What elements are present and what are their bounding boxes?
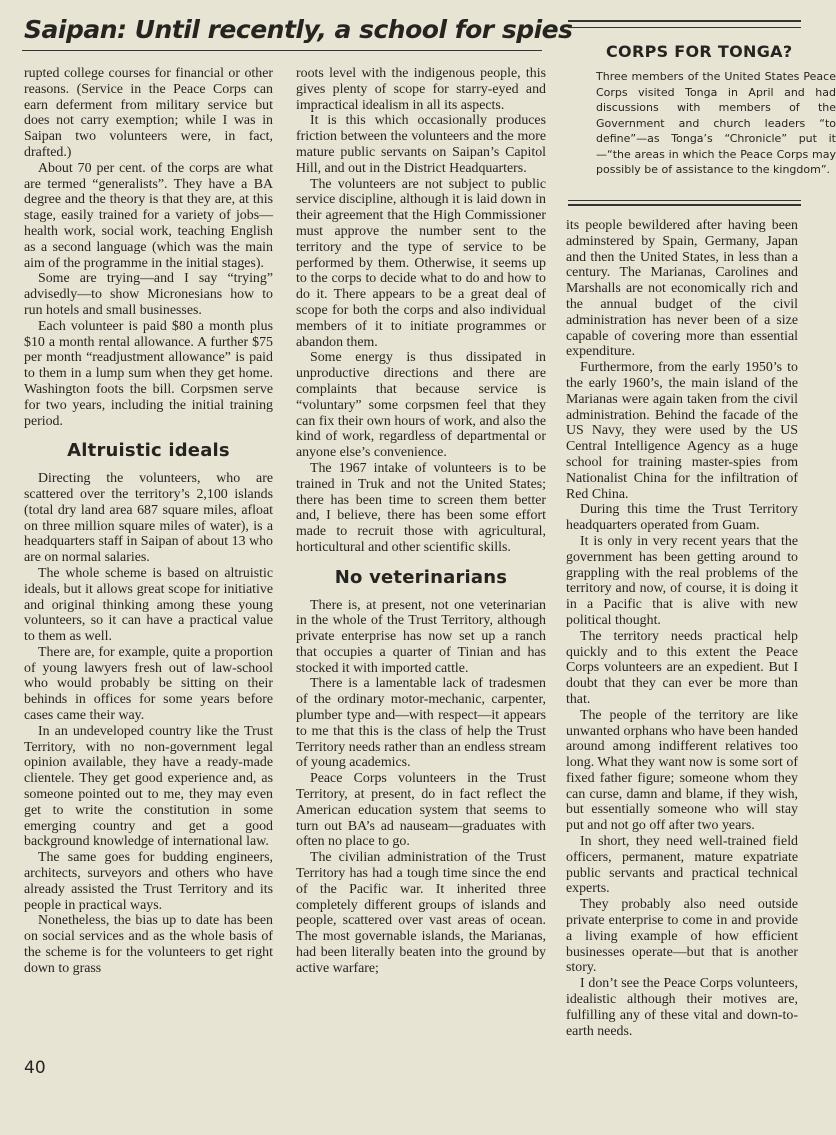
paragraph: Furthermore, from the early 1950’s to the early 1960’s, the main island of the Marianas were again taken from the civil administration. Behind the facade of the US Navy, they were used by the US Central Intelligence Agency as a huge school for training master-spies from Nationalist China for the infiltration of Red China. xyxy=(566,360,798,502)
paragraph: There is, at present, not one veterinarian in the whole of the Trust Territory, although private enterprise has now set up a ranch that occupies a quarter of Tinian and has stocked it with imported cattle. xyxy=(296,597,546,676)
sidebar-rule xyxy=(568,200,801,201)
paragraph: Some energy is thus dissipated in unproductive directions and there are complaints that because service is “voluntary” some corpsmen feel that they can fix their own hours of work, and also the kind of work, regardless of departmental or anyone else’s convenience. xyxy=(296,350,546,461)
paragraph: Some are trying—and I say “trying” advisedly—to show Micronesians how to run hotels and small businesses. xyxy=(24,271,273,318)
column-middle-intro xyxy=(296,66,546,556)
paragraph: Peace Corps volunteers in the Trust Territory, at present, do in fact reflect the American education system that seems to turn out BA’s ad nauseam—graduates with often no place to go. xyxy=(296,771,546,850)
paragraph: The volunteers are not subject to public service discipline, although it is laid down in their agreement that the High Commissioner must approve the number sent to the territory and the type of service to be performed by them. Otherwise, it seems up to the corps to decide what to do and how to do it. There appears to be a great deal of scope for both the corps and also individual members of it to initiate programmes or abandon them. xyxy=(296,176,546,350)
paragraph: The people of the territory are like unwanted orphans who have been handed around among indifferent relatives too long. What they want now is some sort of fixed father figure; someone whom they can curse, damn and blame, if they wish, but essentially someone who will stay put and not go off after two years. xyxy=(566,707,798,834)
paragraph: roots level with the indigenous people, this gives plenty of scope for starry-eyed and impractical idealism in all its aspects. xyxy=(296,66,546,113)
subheading-no-veterinarians: No veterinarians xyxy=(334,566,508,588)
paragraph: They probably also need outside private enterprise to come in and provide a living example of how efficient businesses operate—but that is another story. xyxy=(566,897,798,976)
paragraph: There are, for example, quite a proportion of young lawyers fresh out of law-school who would probably be sitting on their behinds in offices for some years before cases came their way. xyxy=(24,644,273,724)
column-middle-body xyxy=(296,598,546,977)
paragraph: The 1967 intake of volunteers is to be trained in Truk and not the United States; there has been time to screen them better and, I believe, there has been some effort made to recruit those with agricultural, horticultural and other scientific skills. xyxy=(296,460,546,555)
paragraph: The territory needs practical help quickly and to this extent the Peace Corps volunteers are an expedient. But I doubt that they can ever be more than that. xyxy=(566,628,798,707)
sidebar-title: CORPS FOR TONGA? xyxy=(606,42,793,61)
column-middle xyxy=(296,66,546,977)
article-headline: Saipan: Until recently, a school for spies xyxy=(24,15,573,44)
paragraph: Directing the volunteers, who are scattered over the territory’s 2,100 islands (total dry land area 687 square miles, afloat on three million square miles of water), is a headquarters staff in Saipan of about 13 who are on normal salaries. xyxy=(24,471,273,566)
paragraph: Each volunteer is paid $80 a month plus $10 a month rental allowance. A further $75 per month “readjustment allowance” is paid to them in a lump sum when they get home. Washington foots the bill. Corpsmen serve for two years, including the initial training period. xyxy=(24,318,273,429)
paragraph: In short, they need well-trained field officers, permanent, mature expatriate public servants and practical technical experts. xyxy=(566,834,798,897)
paragraph: rupted college courses for financial or other reasons. (Service in the Peace Corps can earn deferment from military service but does not carry exemption; while I was in Saipan two volunteers were, in fact, drafted.) xyxy=(24,66,273,160)
paragraph: The whole scheme is based on altruistic ideals, but it allows great scope for initiative and original thinking among these young volunteers, so it can have a practical value to them as well. xyxy=(24,565,273,645)
paragraph: It is this which occasionally produces friction between the volunteers and the more mature public servants on Saipan’s Capitol Hill, and out in the District Headquarters. xyxy=(296,113,546,176)
paragraph: Nonetheless, the bias up to date has been on social services and as the whole basis of the scheme is for the volunteers to get right down to grass xyxy=(24,913,273,976)
page-number: 40 xyxy=(24,1058,46,1078)
paragraph: The same goes for budding engineers, architects, surveyors and others who have already assisted the Trust Territory and its people in practical ways. xyxy=(24,850,273,913)
paragraph: It is only in very recent years that the government has been getting around to grappling with the real problems of the territory and now, of course, it is doing it in a Pacific that is alive with new political thought. xyxy=(566,533,798,628)
paragraph: In an undeveloped country like the Trust Territory, with no non-government legal opinion available, they have a ready-made clientele. They get good experience and, as someone pointed out to me, they may even get to write the constitution in some emerging country and get a good background knowledge of international law. xyxy=(24,723,273,850)
sidebar-rule xyxy=(568,27,801,28)
column-left-body xyxy=(24,471,273,977)
sidebar-rule xyxy=(568,204,801,206)
sidebar-body: Three members of the United States Peace Corps visited Tonga in April and had discussions with members of the Government and church leaders “to define”—as Tonga’s “Chronicle” put it—“the areas in which the Peace Corps may possibly be of assistance to the kingdom”. xyxy=(596,70,836,176)
paragraph: There is a lamentable lack of tradesmen of the ordinary motor-mechanic, carpenter, plumber type and—with respect—it appears to me that this is the class of help the Trust Territory needs rather than an endless stream of young academics. xyxy=(296,676,546,771)
column-right xyxy=(566,218,798,1048)
subheading-altruistic-ideals: Altruistic ideals xyxy=(67,440,230,462)
column-left xyxy=(24,66,273,977)
headline-rule xyxy=(22,50,542,51)
sidebar-box xyxy=(568,20,836,206)
column-left-intro xyxy=(24,66,273,429)
paragraph: I don’t see the Peace Corps volunteers, idealistic although their motives are, fulfilling any of these vital and down-to-earth needs. xyxy=(566,976,798,1039)
paragraph: its people bewildered after having been adminstered by Spain, Germany, Japan and then the United States, in less than a century. The Marianas, Carolines and Marshalls are not economically rich and the annual budget of the civil administration has never been of a size capable of covering more than essential expenditure. xyxy=(566,218,798,360)
paragraph: The civilian administration of the Trust Territory has had a tough time since the end of the Pacific war. It inherited three completely different groups of islands and people, scattered over vast areas of ocean. The most governable islands, the Marianas, had been literally beaten into the ground by active warfare; xyxy=(296,850,546,976)
paragraph: During this time the Trust Territory headquarters operated from Guam. xyxy=(566,502,798,534)
paragraph: About 70 per cent. of the corps are what are termed “generalists”. They have a BA degree and the theory is that they are, at this stage, easily trained for a variety of jobs—health work, social work, teaching English as a second language (which was the main aim of the programme in the initial stages). xyxy=(24,160,273,271)
